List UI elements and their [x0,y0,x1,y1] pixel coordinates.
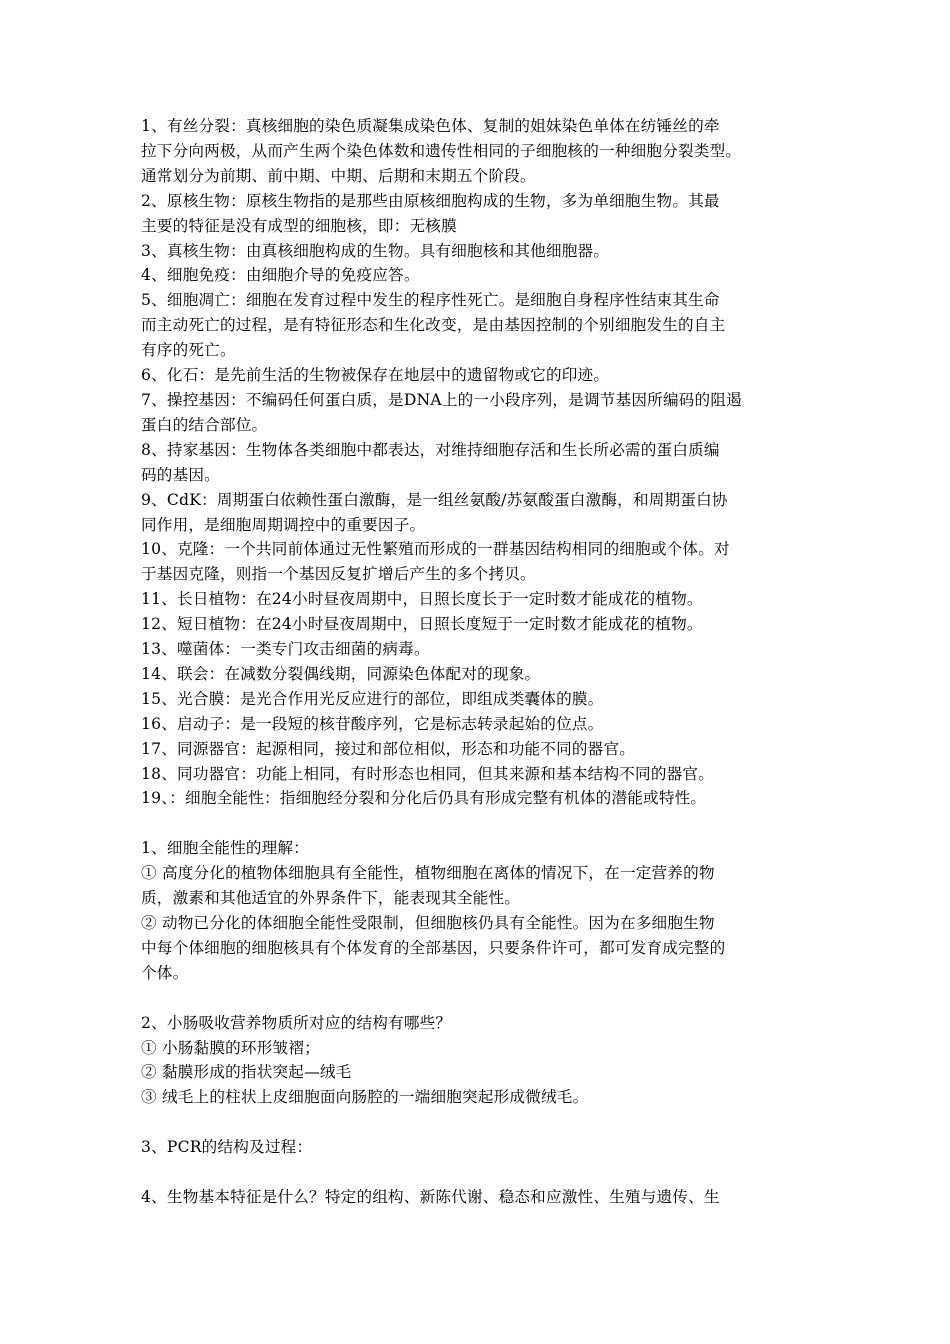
question-3 [141,1135,871,1160]
question-item [141,861,871,911]
section-gap [141,811,871,836]
document-body [141,114,871,1210]
definition-19 [141,786,871,811]
section-gap [141,1160,871,1185]
question-item [141,911,871,986]
question-4 [141,1185,871,1210]
text-line: 16、启动子：是一段短的核苷酸序列，它是标志转录起始的位点。 [141,714,604,733]
definition-6 [141,363,871,388]
text-line: 1、有丝分裂：真核细胞的染色质凝集成染色体、复制的姐妹染色单体在纺锤丝的牵 [141,117,720,135]
text-line: 中每个体细胞的细胞核具有个体发育的全部基因，只要条件许可，都可发育成完整的 [141,938,726,957]
question-item [141,1060,871,1085]
text-line: 同作用，是细胞周期调控中的重要因子。 [141,515,426,534]
question-2 [141,1011,871,1111]
definition-10 [141,537,871,587]
text-line: 2、原核生物：原核生物指的是那些由原核细胞构成的生物，多为单细胞生物。其最 [141,191,720,210]
text-line: ② 动物已分化的体细胞全能性受限制，但细胞核仍具有全能性。因为在多细胞生物 [141,913,715,932]
definition-3 [141,239,871,264]
question-title: 2、小肠吸收营养物质所对应的结构有哪些？ [141,1013,452,1032]
text-line: 3、真核生物：由真核细胞构成的生物。具有细胞核和其他细胞器。 [141,241,610,260]
question-title: 3、PCR的结构及过程： [141,1138,313,1157]
text-line: 通常划分为前期、前中期、中期、后期和末期五个阶段。 [141,166,536,185]
definition-5 [141,288,871,363]
question-item [141,1036,871,1061]
question-title: 4、生物基本特征是什么？特定的组构、新陈代谢、稳态和应激性、生殖与遗传、生 [141,1187,720,1206]
definition-2 [141,189,871,239]
text-line: 5、细胞凋亡：细胞在发育过程中发生的程序性死亡。是细胞自身程序性结束其生命 [141,291,720,310]
text-line: 9、CdK：周期蛋白依赖性蛋白激酶，是一组丝氨酸/苏氨酸蛋白激酶，和周期蛋白协 [141,490,728,509]
definition-4 [141,263,871,288]
definition-7 [141,388,871,438]
text-line: 质，激素和其他适宜的外界条件下，能表现其全能性。 [141,889,521,908]
definition-12 [141,612,871,637]
definition-16 [141,712,871,737]
text-line: 而主动死亡的过程，是有特征形态和生化改变，是由基因控制的个别细胞发生的自主 [141,316,726,335]
section-gap [141,1110,871,1135]
text-line: 于基因克隆，则指一个基因反复扩增后产生的多个拷贝。 [141,565,536,584]
text-line: 14、联会：在减数分裂偶线期，同源染色体配对的现象。 [141,664,541,683]
definition-13 [141,637,871,662]
definition-8 [141,438,871,488]
definitions-section [141,114,871,811]
text-line: 8、持家基因：生物体各类细胞中都表达，对维持细胞存活和生长所必需的蛋白质编 [141,440,720,459]
text-line: ① 小肠黏膜的环形皱褶； [141,1038,320,1057]
definition-9 [141,488,871,538]
text-line: 13、噬菌体：一类专门攻击细菌的病毒。 [141,640,430,659]
definition-15 [141,687,871,712]
text-line: 10、克隆：一个共同前体通过无性繁殖而形成的一群基因结构相同的细胞或个体。对 [141,540,730,559]
definition-14 [141,662,871,687]
text-line: 11、长日植物：在24小时昼夜周期中，日照长度长于一定时数才能成花的植物。 [141,590,703,609]
text-line: 蛋白的结合部位。 [141,415,268,434]
text-line: ② 黏膜形成的指状突起—绒毛 [141,1063,352,1082]
text-line: 17、同源器官：起源相同，接过和部位相似，形态和功能不同的器官。 [141,739,636,758]
section-gap [141,986,871,1011]
text-line: 15、光合膜：是光合作用光反应进行的部位，即组成类囊体的膜。 [141,689,604,708]
question-title: 1、细胞全能性的理解： [141,839,310,858]
text-line: 6、化石：是先前生活的生物被保存在地层中的遗留物或它的印迹。 [141,366,610,385]
text-line: 18、同功器官：功能上相同，有时形态也相同，但其来源和基本结构不同的器官。 [141,764,715,783]
text-line: 主要的特征是没有成型的细胞核，即：无核膜 [141,216,457,235]
question-item [141,1085,871,1110]
text-line: 19、：细胞全能性：指细胞经分裂和分化后仍具有形成完整有机体的潜能或特性。 [141,789,707,808]
text-line: 码的基因。 [141,465,220,484]
text-line: 4、细胞免疫：由细胞介导的免疫应答。 [141,266,420,285]
question-1 [141,836,871,985]
text-line: 拉下分向两极，从而产生两个染色体数和遗传性相同的子细胞核的一种细胞分裂类型。 [141,141,742,160]
text-line: 个体。 [141,963,189,982]
text-line: 7、操控基因：不编码任何蛋白质，是DNA上的一小段序列，是调节基因所编码的阻遏 [141,390,742,409]
text-line: ① 高度分化的植物体细胞具有全能性，植物细胞在离体的情况下，在一定营养的物 [141,864,715,883]
definition-18 [141,762,871,787]
text-line: 12、短日植物：在24小时昼夜周期中，日照长度短于一定时数才能成花的植物。 [141,615,703,634]
definition-1 [141,114,871,189]
definition-17 [141,737,871,762]
definition-11 [141,587,871,612]
text-line: ③ 绒毛上的柱状上皮细胞面向肠腔的一端细胞突起形成微绒毛。 [141,1088,589,1107]
text-line: 有序的死亡。 [141,341,236,360]
